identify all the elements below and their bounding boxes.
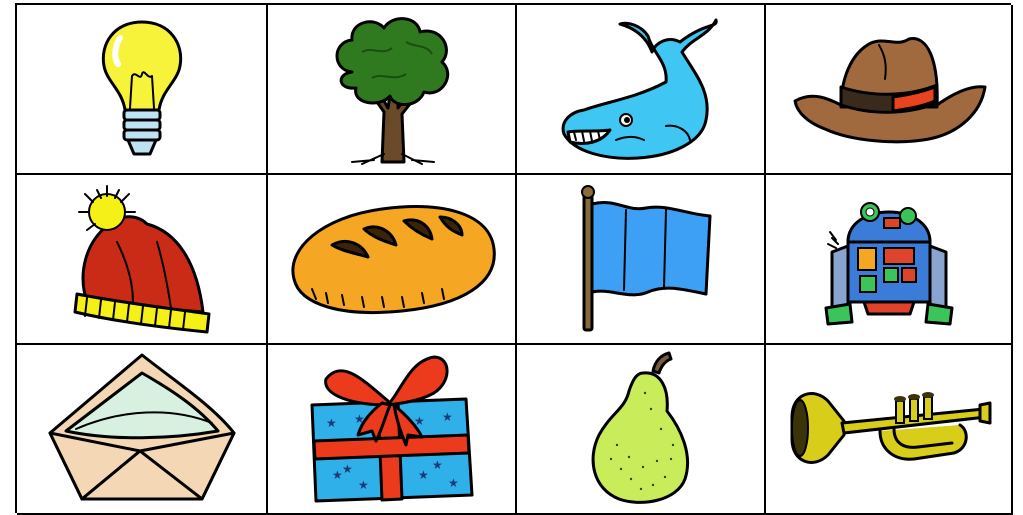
trumpet-icon (784, 369, 994, 489)
svg-text:★: ★ (441, 410, 453, 424)
cell-cowboy-hat[interactable] (766, 5, 1013, 175)
pear-icon (581, 349, 701, 509)
svg-text:★: ★ (417, 468, 429, 482)
cowboy-hat-icon (789, 29, 989, 149)
picture-grid (15, 3, 1011, 513)
tree-icon (322, 12, 462, 167)
svg-text:★: ★ (331, 468, 343, 482)
svg-text:★: ★ (353, 412, 365, 426)
bread-icon (282, 199, 502, 319)
cell-gift[interactable] (268, 345, 517, 515)
robot-icon (824, 182, 954, 337)
svg-text:★: ★ (431, 458, 443, 472)
cell-trumpet[interactable] (766, 345, 1013, 515)
cell-winter-hat[interactable] (17, 175, 268, 345)
cell-bread[interactable] (268, 175, 517, 345)
svg-text:★: ★ (357, 478, 369, 492)
svg-text:★: ★ (413, 414, 425, 428)
lightbulb-icon (92, 14, 192, 164)
winter-hat-icon (67, 182, 217, 337)
envelope-icon (42, 349, 242, 509)
cell-envelope[interactable] (17, 345, 268, 515)
cell-flag[interactable] (517, 175, 766, 345)
svg-text:★: ★ (341, 462, 353, 476)
flag-icon (566, 184, 716, 334)
svg-text:★: ★ (325, 416, 337, 430)
cell-lightbulb[interactable] (17, 5, 268, 175)
whale-icon (556, 12, 726, 167)
cell-pear[interactable] (517, 345, 766, 515)
gift-icon (302, 349, 482, 509)
svg-text:★: ★ (447, 476, 459, 490)
cell-robot[interactable] (766, 175, 1013, 345)
cell-whale[interactable] (517, 5, 766, 175)
cell-tree[interactable] (268, 5, 517, 175)
